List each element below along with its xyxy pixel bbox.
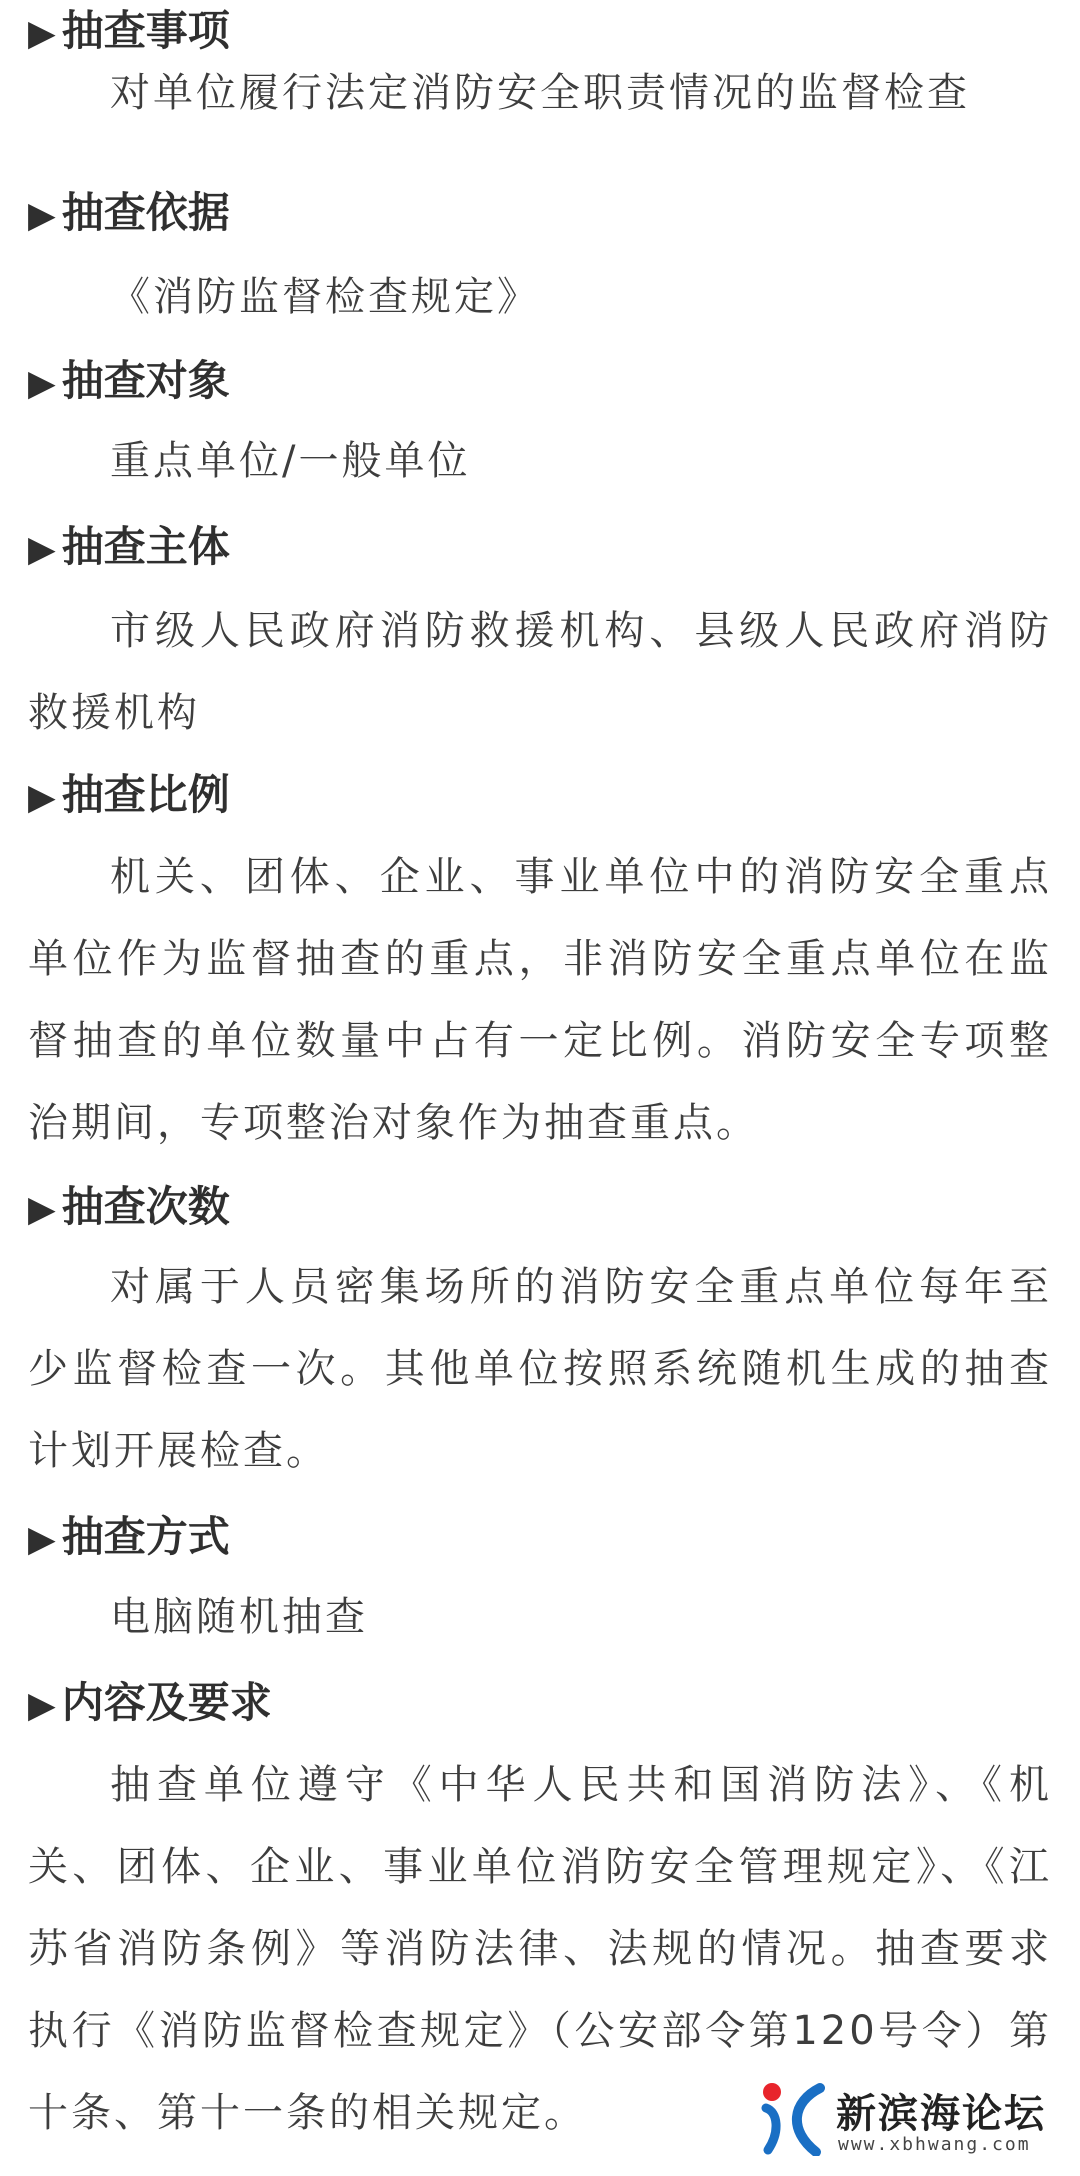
section-title: 抽查事项 <box>61 6 230 55</box>
triangle-right-icon: ▶ <box>28 13 56 54</box>
section-heading-ratio <box>28 764 230 826</box>
triangle-right-icon: ▶ <box>28 777 56 818</box>
triangle-right-icon: ▶ <box>28 363 56 404</box>
section-text: 市级人民政府消防救援机构、县级人民政府消防救援机构 <box>28 608 1052 736</box>
section-title: 抽查对象 <box>61 356 230 405</box>
watermark <box>758 2078 1058 2158</box>
xbh-logo-icon <box>758 2080 828 2156</box>
triangle-right-icon: ▶ <box>28 1685 56 1726</box>
section-text: 对属于人员密集场所的消防安全重点单位每年至少监督检查一次。其他单位按照系统随机生成的抽查计划开展检查。 <box>28 1264 1052 1474</box>
triangle-right-icon: ▶ <box>28 529 56 570</box>
triangle-right-icon: ▶ <box>28 1189 56 1230</box>
section-title: 抽查主体 <box>61 522 230 571</box>
section-heading-method <box>28 1506 230 1568</box>
section-heading-target <box>28 350 230 412</box>
section-heading-basis <box>28 182 230 244</box>
section-heading-subject <box>28 516 230 578</box>
section-title: 抽查依据 <box>61 188 230 237</box>
section-text: 《消防监督检查规定》 <box>110 274 540 320</box>
section-title: 抽查方式 <box>61 1512 230 1561</box>
triangle-right-icon: ▶ <box>28 195 56 236</box>
watermark-url: www.xbhwang.com <box>838 2134 1031 2155</box>
section-text: 电脑随机抽查 <box>110 1594 368 1640</box>
section-text: 抽查单位遵守《中华人民共和国消防法》、《机关、团体、企业、事业单位消防安全管理规定》、《江苏省消防条例》等消防法律、法规的情况。抽查要求执行《消防监督检查规定》（公安部令第120号令）第十条、第十一条的相关规定。 <box>28 1762 1052 2136</box>
section-heading-frequency <box>28 1176 230 1238</box>
section-text: 对单位履行法定消防安全职责情况的监督检查 <box>110 70 970 116</box>
watermark-title: 新滨海论坛 <box>836 2091 1046 2137</box>
section-title: 抽查比例 <box>61 770 230 819</box>
section-text: 机关、团体、企业、事业单位中的消防安全重点单位作为监督抽查的重点，非消防安全重点单位在监督抽查的单位数量中占有一定比例。消防安全专项整治期间，专项整治对象作为抽查重点。 <box>28 854 1052 1146</box>
triangle-right-icon: ▶ <box>28 1519 56 1560</box>
section-title: 抽查次数 <box>61 1182 230 1231</box>
section-title: 内容及要求 <box>61 1678 272 1727</box>
section-text: 重点单位/一般单位 <box>110 438 471 484</box>
section-heading-requirements <box>28 1672 272 1734</box>
